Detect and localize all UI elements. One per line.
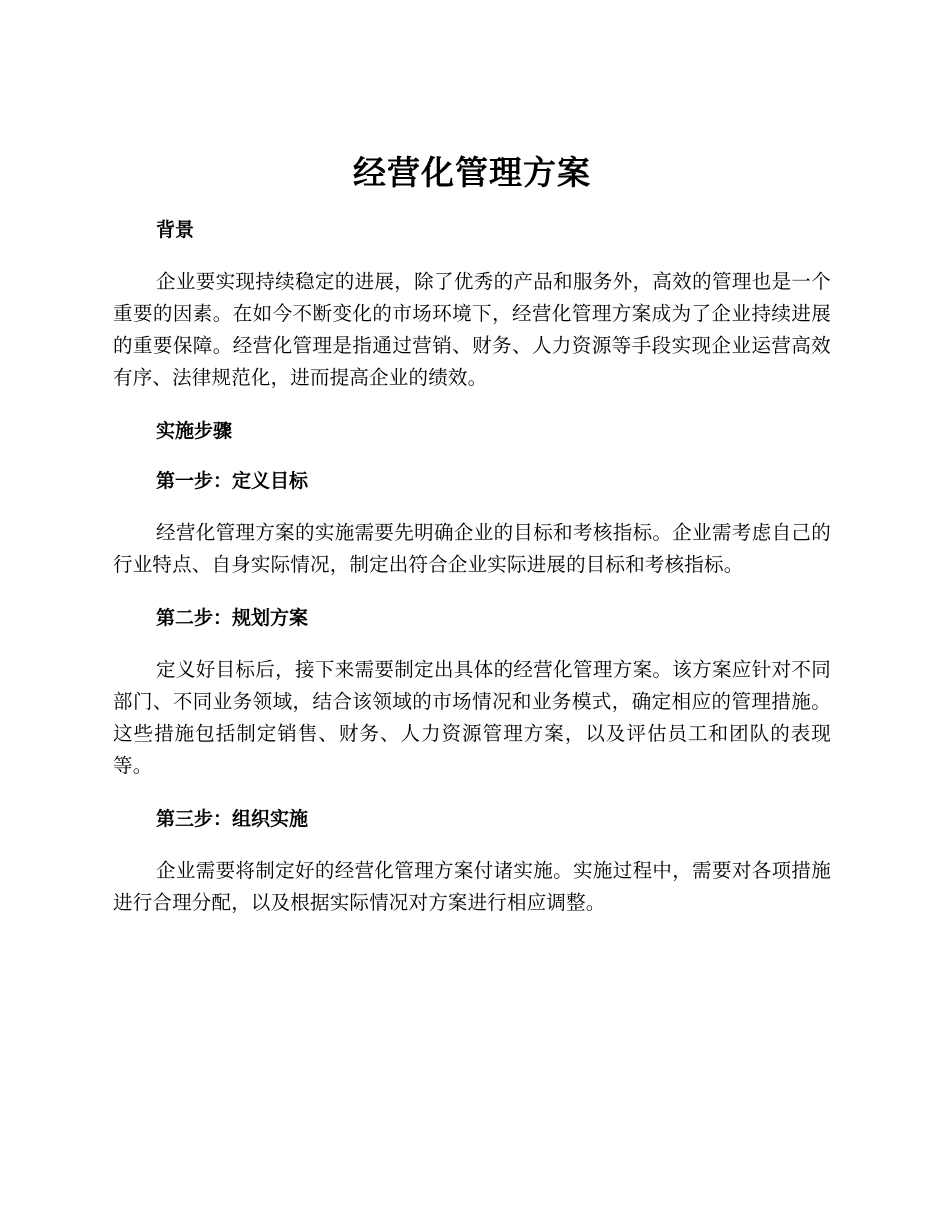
paragraph-define-goals: 经营化管理方案的实施需要先明确企业的目标和考核指标。企业需考虑自己的行业特点、自身实际情况，制定出符合企业实际进展的目标和考核指标。 <box>113 521 831 576</box>
section-heading-background: 背景 <box>156 219 195 241</box>
paragraph-background: 企业要实现持续稳定的进展，除了优秀的产品和服务外，高效的管理也是一个重要的因素。在如今不断变化的市场环境下，经营化管理方案成为了企业持续进展的重要保障。经营化管理是指通过营销、财务、人力资源等手段实现企业运营高效有序、法律规范化，进而提高企业的绩效。 <box>113 270 831 389</box>
step-heading-organize-implementation: 第三步：组织实施 <box>156 808 309 830</box>
step-heading-plan-scheme: 第二步：规划方案 <box>156 607 309 629</box>
section-heading-implementation-steps: 实施步骤 <box>156 420 233 442</box>
document-page <box>113 150 831 919</box>
step-heading-define-goals: 第一步：定义目标 <box>156 470 309 492</box>
document-title: 经营化管理方案 <box>353 153 591 192</box>
paragraph-organize-implementation: 企业需要将制定好的经营化管理方案付诸实施。实施过程中，需要对各项措施进行合理分配，以及根据实际情况对方案进行相应调整。 <box>113 859 831 914</box>
paragraph-plan-scheme: 定义好目标后，接下来需要制定出具体的经营化管理方案。该方案应针对不同部门、不同业务领域，结合该领域的市场情况和业务模式，确定相应的管理措施。这些措施包括制定销售、财务、人力资源管理方案，以及评估员工和团队的表现等。 <box>113 658 831 777</box>
